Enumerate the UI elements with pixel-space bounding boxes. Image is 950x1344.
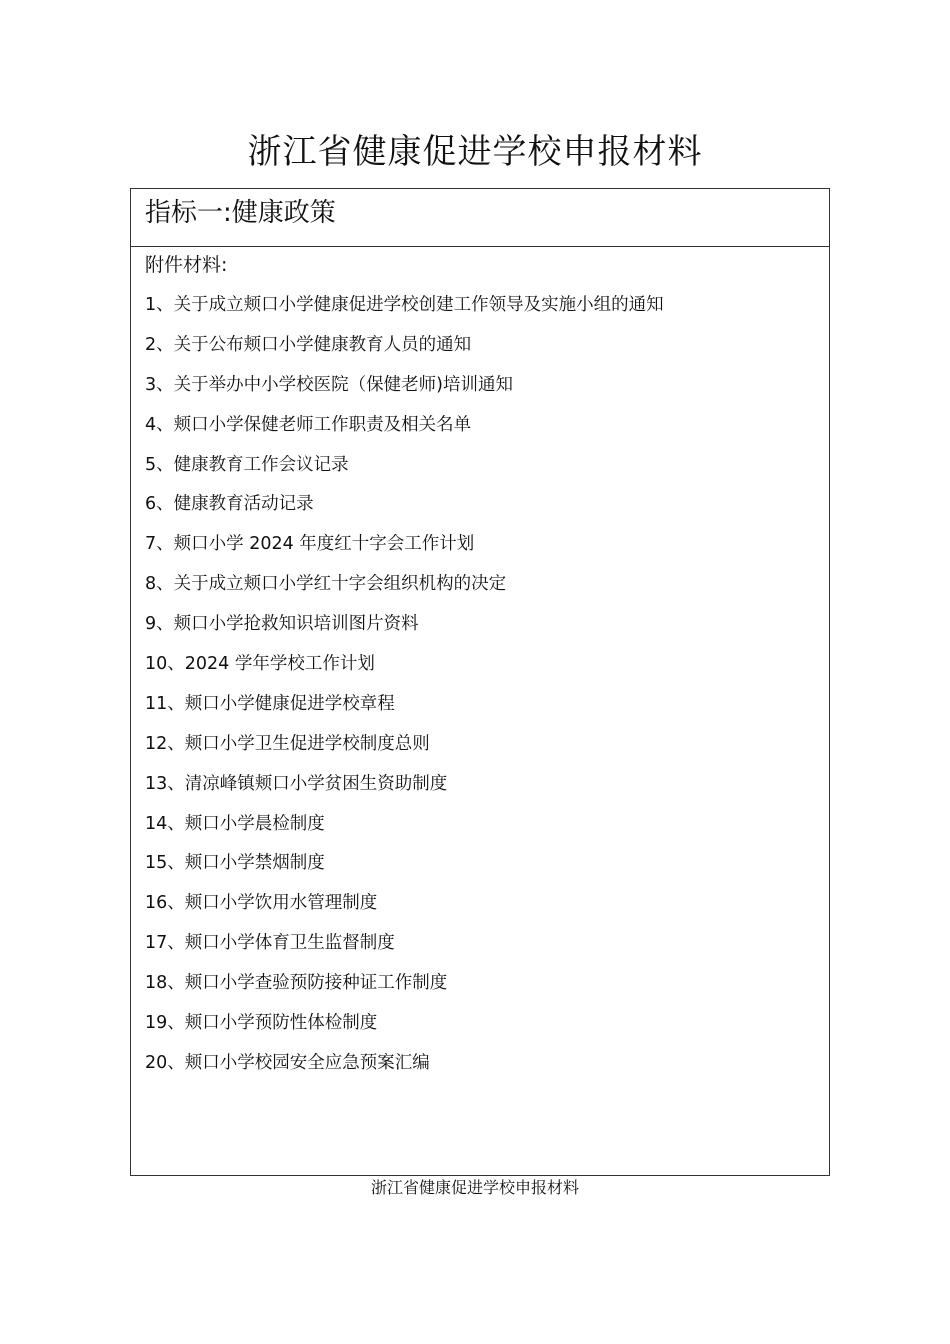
page-footer: 浙江省健康促进学校申报材料 [370, 1178, 579, 1197]
list-item: 16、颊口小学饮用水管理制度 [145, 893, 378, 914]
document-title: 浙江省健康促进学校申报材料 [247, 132, 703, 172]
list-item: 3、关于举办中小学校医院（保健老师)培训通知 [145, 374, 513, 395]
list-item: 10、2024 学年学校工作计划 [145, 654, 375, 675]
attachment-list [145, 289, 664, 1087]
list-item: 12、颊口小学卫生促进学校制度总则 [145, 733, 430, 754]
list-item: 5、健康教育工作会议记录 [145, 454, 349, 475]
list-item: 7、颊口小学 2024 年度红十字会工作计划 [145, 534, 475, 555]
list-item: 20、颊口小学校园安全应急预案汇编 [145, 1052, 430, 1073]
list-item: 8、关于成立颊口小学红十字会组织机构的决定 [145, 574, 507, 595]
list-item: 2、关于公布颊口小学健康教育人员的通知 [145, 334, 472, 355]
attachments-label: 附件材料: [145, 254, 228, 276]
list-item: 1、关于成立颊口小学健康促进学校创建工作领导及实施小组的通知 [145, 295, 664, 315]
list-item: 15、颊口小学禁烟制度 [145, 853, 325, 874]
list-item: 17、颊口小学体育卫生监督制度 [145, 933, 395, 954]
list-item: 18、颊口小学查验预防接种证工作制度 [145, 973, 448, 994]
list-item: 13、清凉峰镇颊口小学贫困生资助制度 [145, 773, 448, 794]
indicator-header-cell [131, 189, 829, 247]
list-item: 9、颊口小学抢救知识培训图片资料 [145, 614, 419, 635]
list-item: 4、颊口小学保健老师工作职责及相关名单 [145, 414, 472, 435]
list-item: 19、颊口小学预防性体检制度 [145, 1013, 378, 1034]
list-item: 11、颊口小学健康促进学校章程 [145, 693, 395, 714]
indicator-table [130, 188, 830, 1176]
list-item: 14、颊口小学晨检制度 [145, 813, 325, 834]
list-item: 6、健康教育活动记录 [145, 494, 314, 515]
indicator-title: 指标一:健康政策 [145, 198, 336, 228]
